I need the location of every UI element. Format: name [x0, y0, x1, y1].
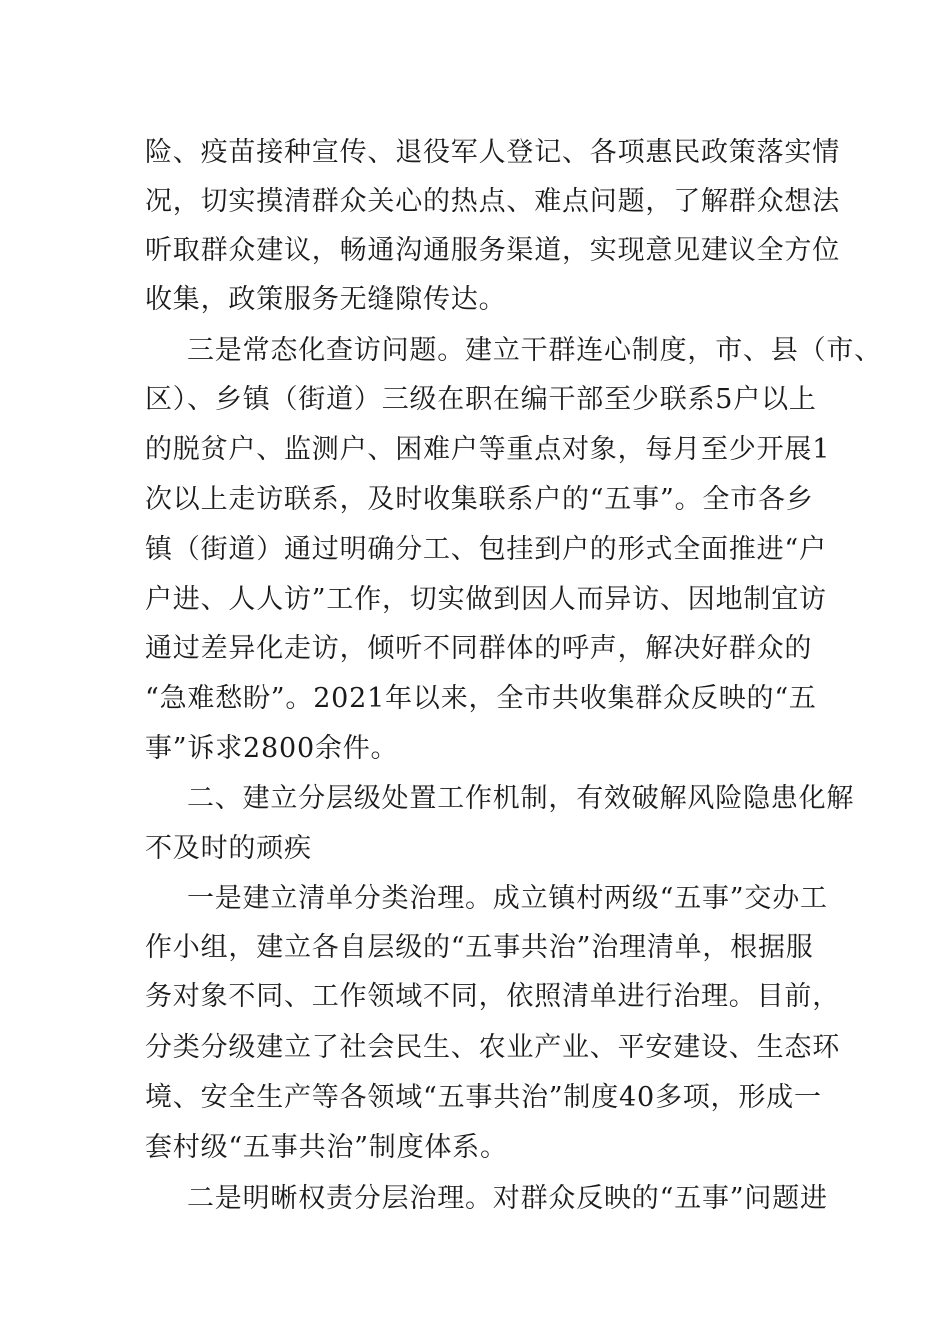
text-line: 分类分级建立了社会民生、农业产业、平安建设、生态环	[145, 1032, 840, 1063]
text-line: 套村级“五事共治”制度体系。	[145, 1132, 508, 1163]
section-heading-line: 二、建立分层级处置工作机制，有效破解风险隐患化解	[187, 783, 855, 814]
text-line: 务对象不同、工作领域不同，依照清单进行治理。目前，	[145, 981, 840, 1012]
text-line: 况，切实摸清群众关心的热点、难点问题，了解群众想法	[145, 186, 840, 217]
text-line: 镇（街道）通过明确分工、包挂到户的形式全面推进“户	[145, 534, 827, 565]
text-line: 收集，政策服务无缝隙传达。	[145, 284, 507, 315]
text-line: 区）、乡镇（街道）三级在职在编干部至少联系5户以上	[145, 384, 817, 415]
text-line: 次以上走访联系，及时收集联系户的“五事”。全市各乡	[145, 484, 814, 515]
text-line: 的脱贫户、监测户、困难户等重点对象，每月至少开展1	[145, 434, 831, 465]
paragraph-start-line: 二是明晰权责分层治理。对群众反映的“五事”问题进	[187, 1183, 828, 1214]
text-line: 境、安全生产等各领域“五事共治”制度40多项，形成一	[145, 1082, 822, 1113]
text-line: 事”诉求2800余件。	[145, 733, 399, 764]
text-line: 险、疫苗接种宣传、退役军人登记、各项惠民政策落实情	[145, 137, 840, 168]
text-line: 户进、人人访”工作，切实做到因人而异访、因地制宜访	[145, 584, 827, 615]
text-line: 听取群众建议，畅通沟通服务渠道，实现意见建议全方位	[145, 235, 840, 266]
text-line: “急难愁盼”。2021年以来，全市共收集群众反映的“五	[145, 683, 817, 714]
paragraph-start-line: 三是常态化查访问题。建立干群连心制度，市、县（市、	[187, 335, 882, 366]
section-heading-line: 不及时的顽疾	[145, 833, 312, 864]
text-line: 通过差异化走访，倾听不同群体的呼声，解决好群众的	[145, 633, 813, 664]
text-line: 作小组，建立各自层级的“五事共治”治理清单，根据服	[145, 932, 814, 963]
paragraph-start-line: 一是建立清单分类治理。成立镇村两级“五事”交办工	[187, 883, 828, 914]
